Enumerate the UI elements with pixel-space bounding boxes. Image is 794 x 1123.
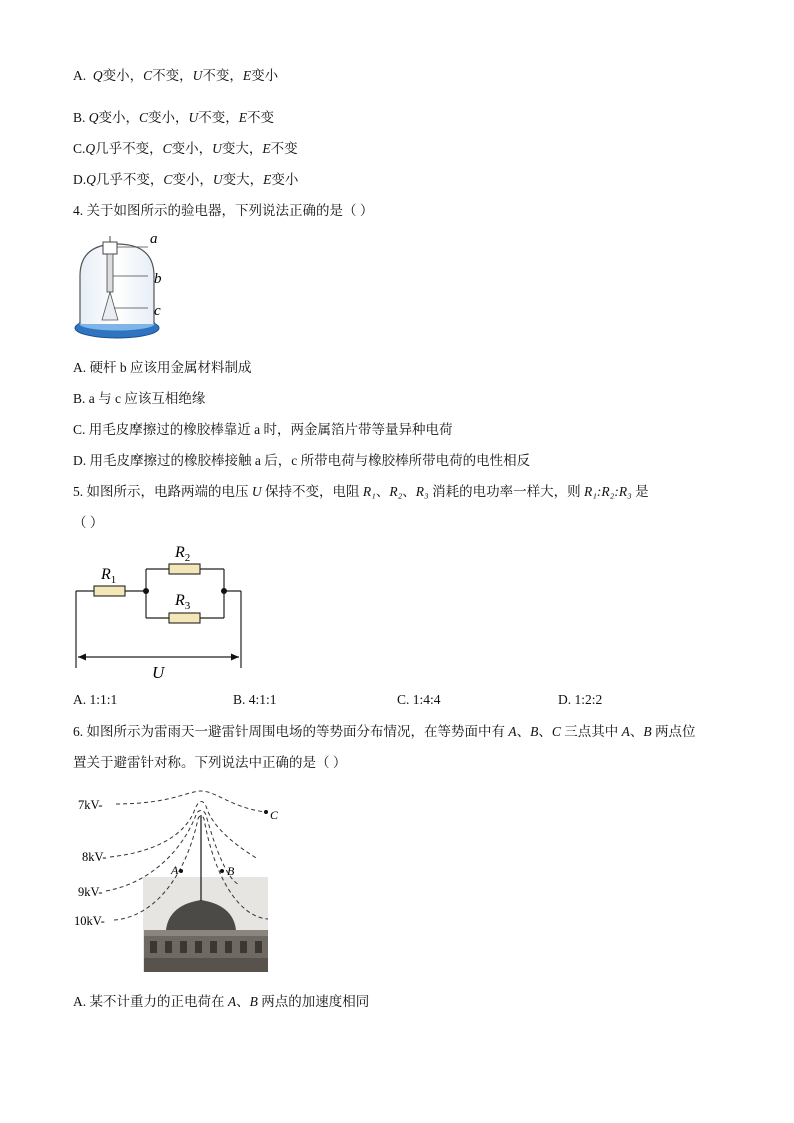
- q4-option-a: A. 硬杆 b 应该用金属材料制成: [73, 360, 252, 375]
- label-7kv: 7kV-: [78, 798, 103, 812]
- label-b: b: [154, 271, 162, 287]
- label-c: c: [154, 303, 161, 319]
- label-r1: $R_1$: [101, 566, 117, 586]
- q3-option-d: D.Q几乎不变，C变小，U变大，E变小: [73, 172, 299, 187]
- metal-knob-a: [103, 242, 117, 254]
- point-c: [264, 810, 268, 814]
- rod-b: [107, 254, 113, 292]
- q4-option-c: C. 用毛皮摩擦过的橡胶棒靠近 a 时，两金属箔片带等量异种电荷: [73, 422, 453, 437]
- equipotential-7kv: [116, 791, 265, 812]
- label-r3: $R_3$: [175, 592, 191, 612]
- glass-dome: [80, 244, 154, 324]
- label-point-c: C: [270, 808, 279, 822]
- q5-answer-paren: （ ）: [73, 515, 104, 530]
- circuit-figure: [70, 540, 260, 685]
- q5-option-b: B. 4:1:1: [233, 692, 277, 707]
- label-9kv: 9kV-: [78, 885, 103, 899]
- equipotential-8kv: [110, 802, 258, 860]
- q3-option-b: B. Q变小，C变小，U不变，E不变: [73, 110, 275, 125]
- resistor-r3: [169, 613, 200, 623]
- q3-option-c: C.Q几乎不变，C变小，U变大，E不变: [73, 141, 298, 156]
- q6-stem-line2: 置关于避雷针对称。下列说法中正确的是（ ）: [73, 755, 347, 770]
- label-point-a: A: [171, 863, 179, 877]
- q5-stem: 5. 如图所示，电路两端的电压 U 保持不变，电阻 R₁、R₂、R₃ 消耗的电功率一样大，则 R₁:R₂:R₃ 是: [73, 484, 649, 499]
- label-point-b: B: [227, 864, 235, 878]
- label-u: U: [152, 663, 165, 682]
- q6-stem-line1: 6. 如图所示为雷雨天一避雷针周围电场的等势面分布情况，在等势面中有 A、B、C 三点其中 A、B 两点位: [73, 724, 696, 739]
- label-r2: $R_2$: [175, 544, 191, 564]
- q5-option-d: D. 1:2:2: [558, 692, 603, 707]
- point-b: [220, 869, 224, 873]
- resistor-r1: [94, 586, 125, 596]
- q5-option-c: C. 1:4:4: [397, 692, 441, 707]
- resistor-r2: [169, 564, 200, 574]
- q4-stem: 4. 关于如图所示的验电器，下列说法正确的是（ ）: [73, 203, 374, 218]
- q5-option-a: A. 1:1:1: [73, 692, 118, 707]
- q3-option-a: A. Q变小，C不变，U不变，E变小: [73, 68, 279, 83]
- q4-option-b: B. a 与 c 应该互相绝缘: [73, 391, 206, 406]
- label-8kv: 8kV-: [82, 850, 107, 864]
- lightning-rod-figure: [70, 785, 290, 975]
- label-10kv: 10kV-: [74, 914, 105, 928]
- label-a: a: [150, 231, 158, 247]
- q4-option-d: D. 用毛皮摩擦过的橡胶棒接触 a 后，c 所带电荷与橡胶棒所带电荷的电性相反: [73, 453, 531, 468]
- electroscope-figure: [70, 228, 180, 348]
- q6-option-a: A. 某不计重力的正电荷在 A、B 两点的加速度相同: [73, 994, 370, 1009]
- point-a: [179, 869, 183, 873]
